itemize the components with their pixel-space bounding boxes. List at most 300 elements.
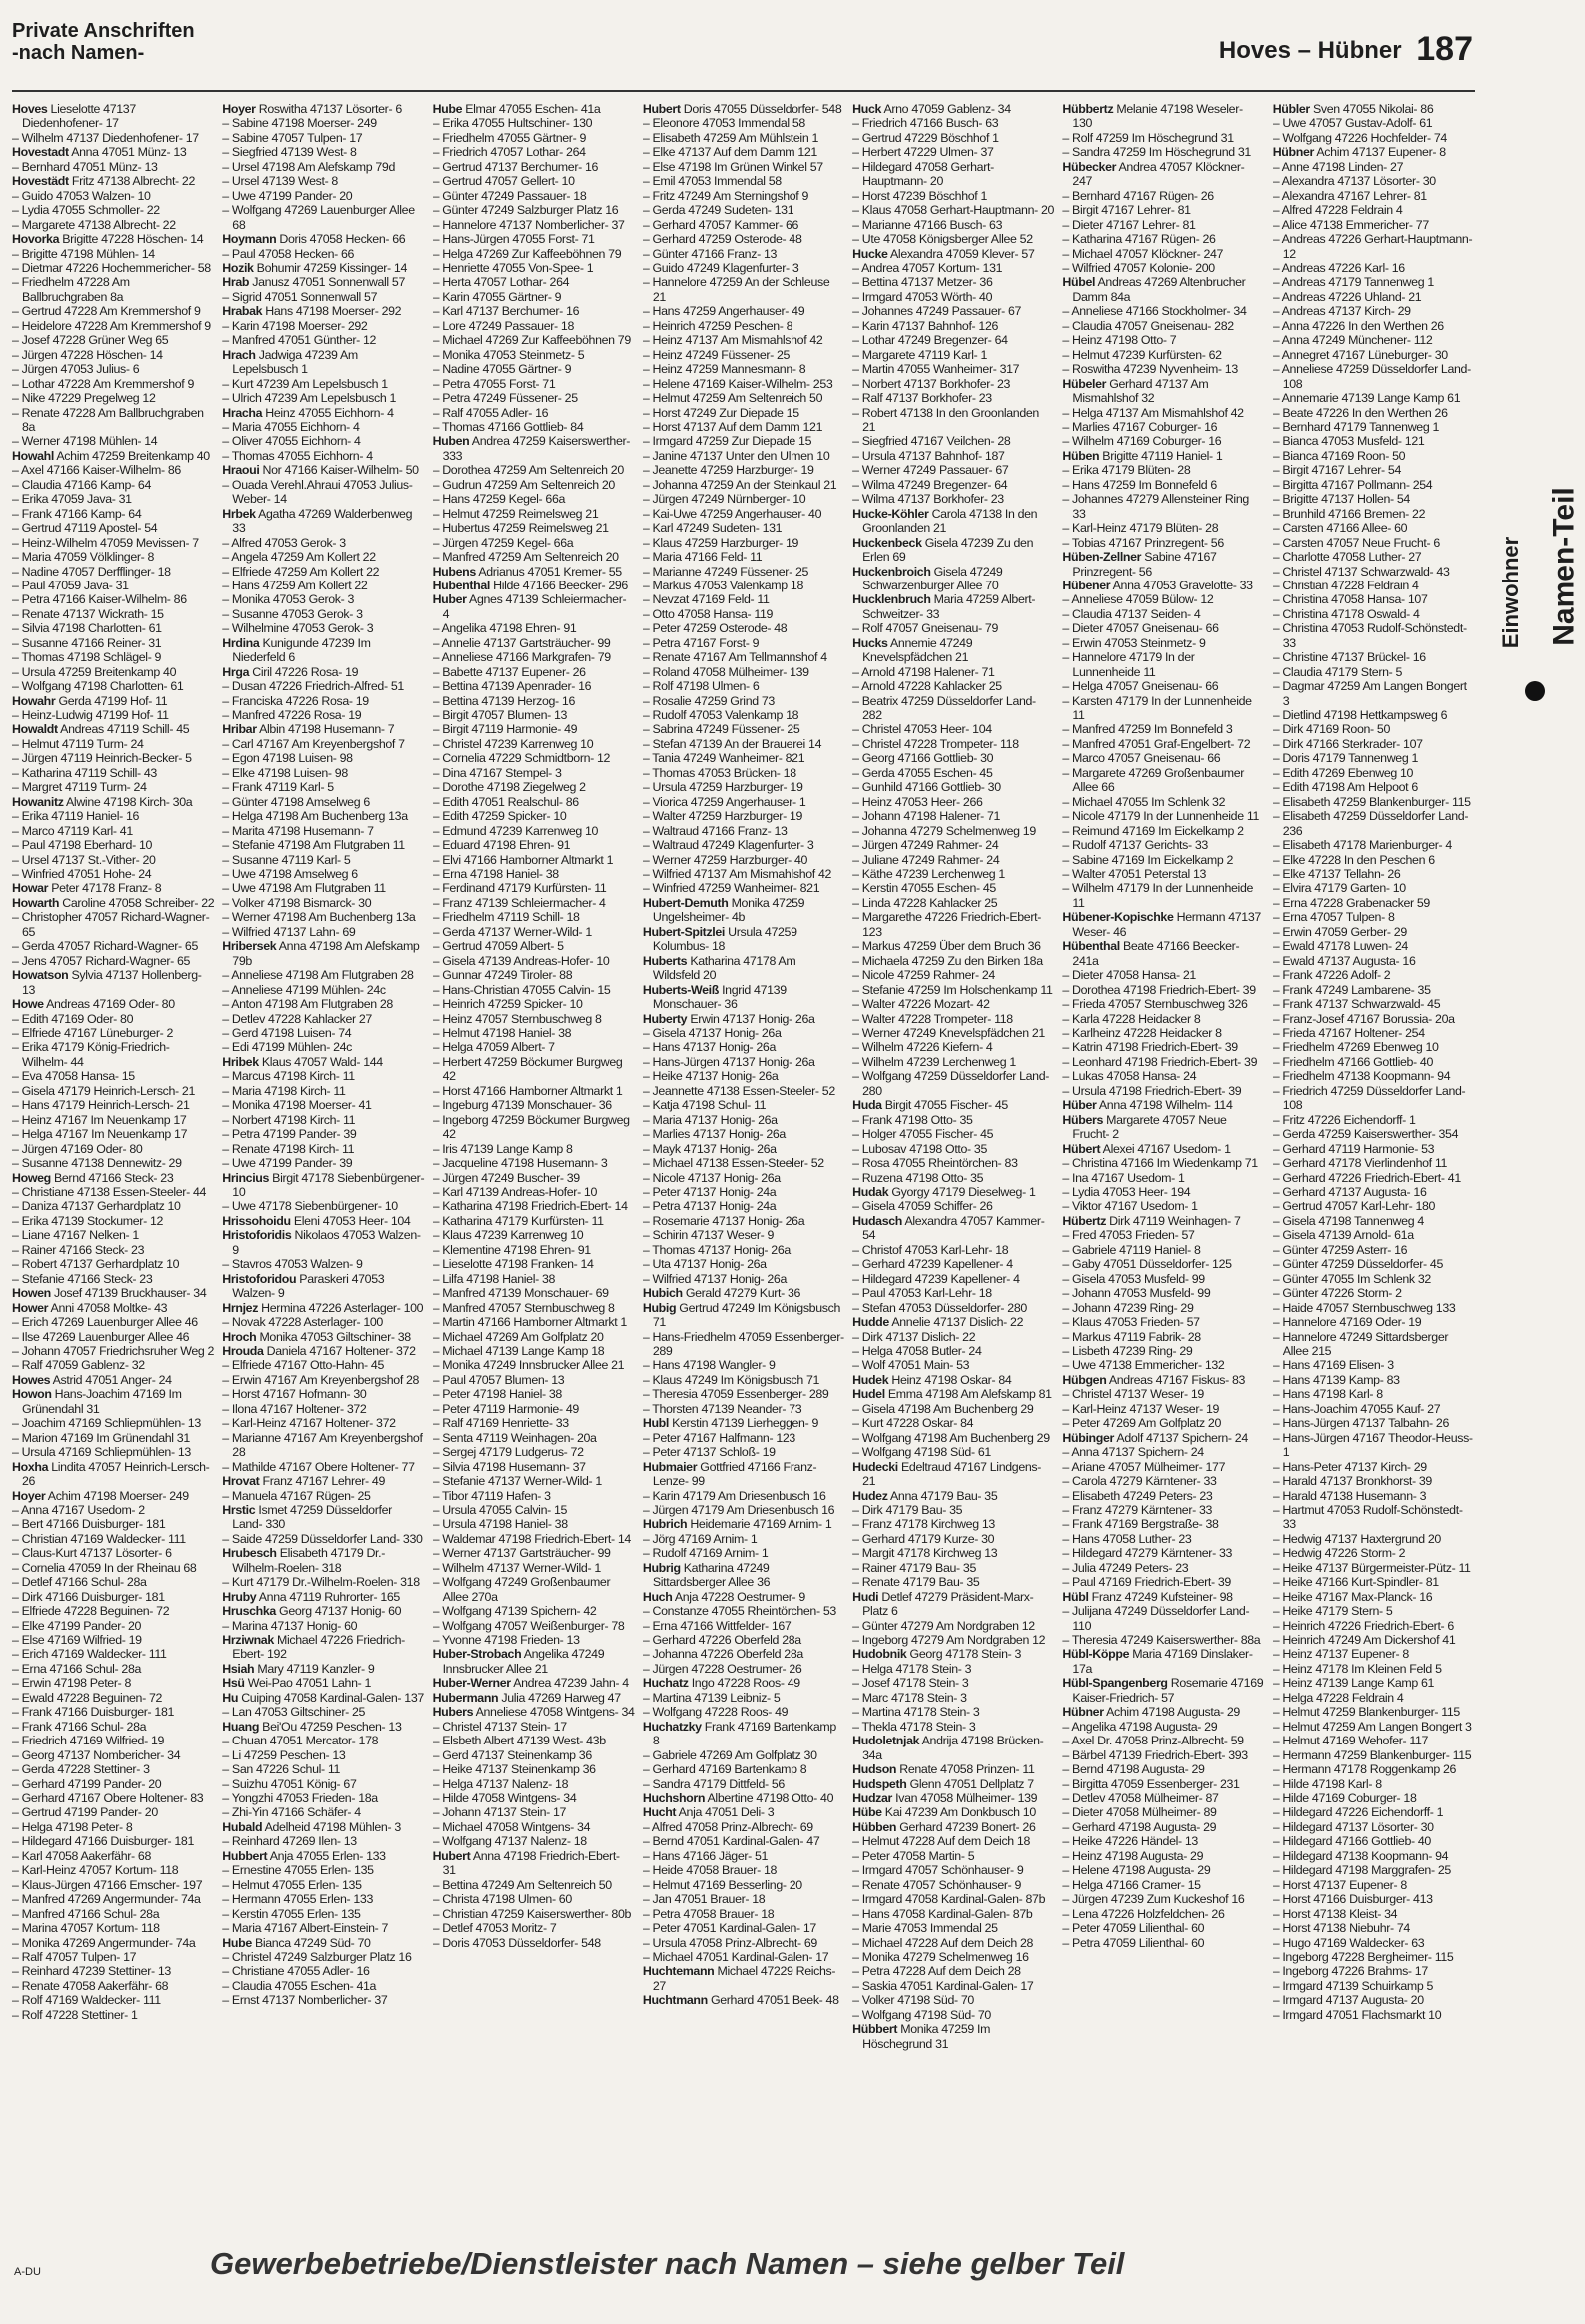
surname: Howe	[12, 997, 44, 1012]
surname: Hüben-Zellner	[1062, 550, 1142, 565]
surname: Hubenthal	[432, 578, 490, 592]
entry-details: – Marlies 47137 Honig- 26a	[642, 1127, 786, 1142]
entry-details: – Reinhard 47239 Stettiner- 13	[12, 1964, 171, 1979]
entry-details: – Günter 47198 Amselweg 6	[222, 794, 370, 809]
surname: Howaldt	[12, 722, 58, 737]
entry-details: – Susanne 47166 Reiner- 31	[12, 635, 162, 650]
entry-details: – Thekla 47178 Stein- 3	[852, 1719, 976, 1734]
directory-entry	[222, 1012, 424, 1026]
directory-entry	[1062, 1892, 1264, 1906]
directory-entry	[852, 896, 1054, 910]
entry-details: – Dirk 47137 Dislich- 22	[852, 1329, 976, 1344]
entry-details: – Friedhelm 47055 Gärtner- 9	[432, 130, 586, 145]
directory-entry	[1273, 304, 1475, 318]
directory-entry	[222, 1344, 424, 1358]
directory-entry	[433, 1633, 635, 1647]
directory-entry	[852, 1012, 1054, 1026]
directory-entry	[1062, 1257, 1264, 1271]
directory-entry	[12, 1243, 214, 1257]
entry-details: Andreas 47119 Schill- 45	[60, 722, 190, 737]
entry-details: – Maria 47137 Honig- 26a	[642, 1112, 778, 1127]
directory-entry	[222, 579, 424, 592]
entry-details: – Brigitte 47137 Hollen- 54	[1272, 492, 1410, 507]
directory-entry	[643, 174, 844, 188]
entry-details: – Dusan 47226 Friedrich-Alfred- 51	[222, 679, 404, 694]
entry-details: – Erika 47119 Haniel- 16	[12, 809, 140, 824]
directory-entry	[852, 434, 1054, 448]
directory-entry	[222, 1863, 424, 1877]
entry-details: – Gerda 47055 Eschen- 45	[852, 765, 993, 780]
entry-details: – Irmgard 47137 Augusta- 20	[1272, 1993, 1424, 2008]
directory-entry	[852, 2022, 1054, 2051]
directory-entry	[12, 1228, 214, 1242]
directory-entry	[852, 1055, 1054, 1069]
directory-entry	[643, 449, 844, 463]
directory-entry	[12, 1834, 214, 1848]
directory-entry	[1273, 1257, 1475, 1271]
directory-entry	[1273, 1791, 1475, 1805]
entry-details: – Hans-Friedhelm 47059 Essenberger- 289	[642, 1329, 844, 1358]
entry-details: – Stefan 47053 Düsseldorfer- 280	[852, 1300, 1027, 1315]
entry-details: – Volker 47198 Süd- 70	[852, 1993, 974, 2008]
directory-entry	[12, 1705, 214, 1719]
surname: Huang	[222, 1719, 260, 1734]
directory-entry	[643, 463, 844, 477]
entry-details: – Helga 47137 Nalenz- 18	[432, 1776, 569, 1791]
entry-details: – Hermann 47055 Erlen- 133	[222, 1892, 373, 1907]
directory-entry	[643, 983, 844, 1012]
entry-details: – Wilfried 47137 Honig- 26a	[642, 1271, 787, 1286]
entry-details: Adelheid 47198 Mühlen- 3	[264, 1819, 401, 1834]
entry-details: – Frank 47166 Schul- 28a	[12, 1719, 147, 1734]
entry-details: – Andreas 47226 Karl- 16	[1272, 260, 1405, 275]
entry-details: Michael 47229 Reichs- 27	[652, 1964, 836, 1993]
entry-details: – Klaus 47058 Gerhart-Hauptmann- 20	[852, 203, 1055, 218]
entry-details: Heidemarie 47169 Arnim- 1	[690, 1517, 832, 1532]
directory-entry	[852, 1590, 1054, 1619]
entry-details: – Annegret 47167 Lüneburger- 30	[1272, 347, 1448, 362]
directory-entry	[222, 1575, 424, 1589]
entry-details: Birgit 47055 Fischer- 45	[884, 1098, 1008, 1113]
surname: Hübener-Kopischke	[1062, 910, 1174, 925]
directory-entry	[1062, 766, 1264, 795]
surname: Hovorka	[12, 232, 60, 247]
surname: Hudzar	[852, 1791, 893, 1806]
entry-details: – Wolfgang 47198 Charlotten- 61	[12, 679, 184, 694]
directory-entry	[852, 1503, 1054, 1517]
directory-entry	[852, 536, 1054, 565]
entry-details: – Waldemar 47198 Friedrich-Ebert- 14	[432, 1531, 631, 1546]
entry-details: – Maria 47167 Albert-Einstein- 7	[222, 1921, 389, 1936]
entry-details: – Uta 47137 Honig- 26a	[642, 1257, 767, 1272]
directory-entry	[1062, 621, 1264, 635]
entry-details: Gisela 47239 Zu den Erlen 69	[862, 535, 1034, 565]
entry-details: – Günter 47279 Am Nordgraben 12	[852, 1618, 1035, 1633]
entry-details: – Helga 47228 Feldrain 4	[1272, 1690, 1404, 1705]
directory-entry	[1062, 722, 1264, 736]
entry-details: – Silvia 47198 Charlotten- 61	[12, 621, 162, 636]
directory-entry	[852, 997, 1054, 1011]
entry-details: – Peter 47058 Martin- 5	[852, 1848, 975, 1863]
entry-details: – Rosemarie 47137 Honig- 26a	[642, 1213, 805, 1228]
directory-entry	[1273, 174, 1475, 188]
directory-entry	[1062, 218, 1264, 232]
directory-entry	[643, 694, 844, 708]
entry-details: – Siegfried 47139 West- 8	[222, 145, 357, 160]
directory-entry	[12, 579, 214, 592]
entry-details: – Friedhelm 47138 Koopmann- 94	[1272, 1069, 1451, 1084]
entry-details: – Hans-Jürgen 47167 Theodor-Heuss- 1	[1272, 1430, 1473, 1460]
entry-details: – Wilhelm 47137 Diedenhofener- 17	[12, 130, 199, 145]
surname: Howanitz	[12, 794, 64, 809]
entry-details: – Dorothea 47259 Am Seltenreich 20	[432, 463, 624, 478]
directory-entry	[1062, 247, 1264, 261]
directory-entry	[433, 174, 635, 188]
directory-entry	[1273, 1993, 1475, 2007]
directory-entry	[1062, 1012, 1264, 1026]
entry-details: – Axel Dr. 47058 Prinz-Albrecht- 59	[1062, 1734, 1244, 1748]
directory-entry	[12, 348, 214, 362]
entry-details: – Gabriele 47269 Am Golfplatz 30	[642, 1747, 817, 1762]
entry-details: – Constanze 47055 Rheintörchen- 53	[642, 1604, 836, 1619]
entry-details: – Christel 47239 Karrenweg 10	[432, 736, 594, 751]
entry-details: – Jeanette 47259 Harzburger- 19	[642, 463, 814, 478]
entry-details: – Johann 47239 Ring- 29	[1062, 1300, 1194, 1315]
entry-details: – Arnold 47198 Halener- 71	[852, 664, 995, 679]
directory-entry	[643, 1705, 844, 1719]
surname: Howes	[12, 1372, 51, 1387]
entry-details: Gyorgy 47179 Dieselweg- 1	[891, 1184, 1036, 1199]
entry-details: Katharina 47249 Sittardsberger Allee 36	[652, 1560, 771, 1590]
directory-entry	[433, 1734, 635, 1747]
directory-entry	[1273, 348, 1475, 362]
entry-details: Lindita 47057 Heinrich-Lersch- 26	[22, 1459, 210, 1489]
directory-entry	[1273, 1834, 1475, 1848]
entry-details: – Erwin 47059 Gerber- 29	[1272, 924, 1407, 939]
directory-entry	[222, 1228, 424, 1257]
directory-entry	[852, 910, 1054, 939]
directory-entry	[643, 1777, 844, 1791]
directory-entry	[1062, 478, 1264, 492]
directory-entry	[1273, 1936, 1475, 1950]
directory-entry	[852, 1762, 1054, 1776]
side-tab-label-1: Einwohner	[1498, 536, 1524, 649]
directory-entry	[643, 1691, 844, 1705]
entry-details: – Tibor 47119 Hafen- 3	[432, 1488, 551, 1503]
directory-entry	[433, 1834, 635, 1848]
directory-entry	[852, 1156, 1054, 1170]
entry-details: – Ernst 47137 Nomberlicher- 37	[222, 1993, 388, 2008]
entry-details: – Schirin 47137 Weser- 9	[642, 1228, 775, 1243]
entry-details: – Anneliese 47166 Stockholmer- 34	[1062, 304, 1247, 319]
entry-details: – Babette 47137 Eupener- 26	[432, 664, 586, 679]
directory-entry	[433, 766, 635, 780]
directory-entry	[12, 910, 214, 939]
side-tab	[1495, 420, 1581, 759]
entry-details: – Petra 47059 Lilienthal- 60	[1062, 1935, 1205, 1950]
directory-entry	[643, 1546, 844, 1560]
entry-details: – Christa 47198 Ulmen- 60	[432, 1892, 572, 1907]
entry-details: – Petra 47058 Brauer- 18	[642, 1906, 775, 1921]
directory-entry	[222, 565, 424, 579]
entry-details: – Jürgen 47249 Rahmer- 24	[852, 838, 999, 853]
directory-entry	[12, 1171, 214, 1185]
directory-entry	[12, 1546, 214, 1560]
directory-entry	[1273, 131, 1475, 145]
entry-details: – Hannelore 47179 In der Lunnenheide 11	[1062, 650, 1195, 679]
entry-details: – Erwin 47167 Am Kreyenbergshof 28	[222, 1372, 420, 1387]
entry-details: Kai 47239 Am Donkbusch 10	[884, 1805, 1036, 1820]
directory-column	[643, 102, 844, 2190]
directory-entry	[222, 1489, 424, 1503]
name-range: Hoves – Hübner	[1218, 37, 1402, 64]
entry-details: – Gerhard 47178 Vierlindenhof 11	[1272, 1156, 1448, 1171]
surname: Hoyer	[12, 1488, 46, 1503]
entry-details: – Horst 47166 Duisburger- 413	[1272, 1892, 1433, 1907]
directory-entry	[1273, 203, 1475, 217]
directory-entry	[1062, 1228, 1264, 1242]
directory-entry	[852, 881, 1054, 895]
directory-entry	[1273, 1040, 1475, 1054]
entry-details: – Hans 47259 Am Kollert 22	[222, 578, 368, 592]
directory-entry	[1273, 621, 1475, 650]
directory-entry	[643, 1762, 844, 1776]
directory-entry	[12, 1098, 214, 1112]
directory-entry	[12, 145, 214, 159]
entry-details: – Wilhelm 47226 Kiefern- 4	[852, 1040, 993, 1055]
directory-entry	[643, 1662, 844, 1676]
entry-details: – Georg 47166 Gottlieb- 30	[852, 751, 994, 766]
entry-details: – Maria 47059 Völklinger- 8	[12, 550, 155, 565]
entry-details: – Johann 47057 Friedrichsruher Weg 2	[12, 1343, 215, 1358]
entry-details: – Heike 47166 Kurt-Spindler- 81	[1272, 1575, 1439, 1590]
entry-details: Franz 47249 Kufsteiner- 98	[1091, 1589, 1233, 1604]
directory-entry	[1062, 1358, 1264, 1372]
entry-details: – Gerhard 47198 Augusta- 29	[1062, 1819, 1217, 1834]
directory-entry	[222, 1619, 424, 1633]
directory-entry	[222, 1849, 424, 1863]
directory-entry	[433, 1257, 635, 1271]
directory-entry	[852, 1619, 1054, 1633]
entry-details: – Karl 47058 Aakerfähr- 68	[12, 1848, 151, 1863]
entry-details: Gerda 47199 Hof- 11	[58, 693, 168, 708]
directory-entry	[1062, 694, 1264, 723]
surname: Howen	[12, 1286, 51, 1301]
directory-entry	[222, 1532, 424, 1546]
entry-details: – Frank 47226 Adolf- 2	[1272, 968, 1391, 983]
entry-details: – Alfred 47228 Feldrain 4	[1272, 203, 1403, 218]
entry-details: – Heinrich 47249 Am Dickershof 41	[1272, 1633, 1456, 1648]
surname: Huchatz	[642, 1676, 689, 1691]
entry-details: – Uwe 47199 Pander- 39	[222, 1156, 353, 1171]
entry-details: – Renate 47228 Am Ballbruchgraben 8a	[12, 405, 204, 434]
entry-details: – Peter 47137 Honig- 24a	[642, 1184, 777, 1199]
directory-entry	[1062, 1243, 1264, 1257]
directory-entry	[1062, 983, 1264, 997]
directory-entry	[433, 1243, 635, 1257]
surname: Hovestadt	[12, 145, 69, 160]
entry-details: Gertrud 47249 Im Königsbusch 71	[652, 1300, 840, 1330]
entry-details: – Hannelore 47169 Oder- 19	[1272, 1315, 1422, 1330]
entry-details: – Ferdinand 47179 Kurfürsten- 11	[432, 881, 607, 896]
directory-entry	[643, 708, 844, 722]
directory-entry	[433, 1055, 635, 1084]
directory-entry	[222, 607, 424, 621]
directory-entry	[12, 1069, 214, 1083]
entry-details: – San 47226 Schul- 11	[222, 1762, 341, 1777]
directory-entry	[433, 665, 635, 679]
directory-entry	[1062, 1633, 1264, 1647]
directory-entry	[1062, 1055, 1264, 1069]
entry-details: – Wolfgang 47137 Nalenz- 18	[432, 1834, 587, 1849]
entry-details: Alexandra 47059 Klever- 57	[890, 246, 1035, 261]
directory-entry	[12, 131, 214, 145]
directory-entry	[222, 1979, 424, 1993]
entry-details: – Hans 47166 Jäger- 51	[642, 1848, 769, 1863]
entry-details: – Lan 47053 Giltschiner- 25	[222, 1705, 366, 1720]
entry-details: Bernd 47166 Steck- 23	[53, 1170, 174, 1185]
directory-entry	[433, 1691, 635, 1705]
directory-entry	[222, 1373, 424, 1387]
entry-details: – Paul 47058 Hecken- 66	[222, 246, 355, 261]
entry-details: – Elke 47137 Tellahn- 26	[1272, 867, 1401, 882]
entry-details: – Anton 47198 Am Flutgraben 28	[222, 997, 393, 1012]
directory-entry	[1062, 650, 1264, 679]
directory-entry	[852, 1546, 1054, 1560]
directory-entry	[222, 679, 424, 693]
directory-entry	[12, 463, 214, 477]
entry-details: – Marianne 47167 Am Kreyenbergshof 28	[222, 1430, 423, 1460]
entry-details: – Karin 47055 Gärtner- 9	[432, 289, 562, 304]
entry-details: – Renate 47137 Wickrath- 15	[12, 606, 164, 621]
directory-entry	[1273, 809, 1475, 838]
entry-details: – Elsbeth Albert 47139 West- 43b	[432, 1734, 606, 1748]
entry-details: – Markus 47119 Fabrik- 28	[1062, 1329, 1201, 1344]
entry-details: – Johanna 47259 An der Steinkaul 21	[642, 477, 837, 492]
directory-entry	[12, 1012, 214, 1026]
directory-entry	[643, 377, 844, 391]
entry-details: – Arnold 47228 Kahlacker 25	[852, 679, 1002, 694]
surname: Hübbertz	[1062, 102, 1114, 116]
directory-entry	[222, 1950, 424, 1964]
directory-entry	[852, 1720, 1054, 1734]
directory-entry	[12, 1993, 214, 2007]
entry-details: – Wilhelm 47137 Werner-Wild- 1	[432, 1560, 601, 1575]
entry-details: – Karl-Heinz 47057 Kortum- 118	[12, 1863, 179, 1878]
directory-entry	[852, 824, 1054, 838]
directory-entry	[852, 1834, 1054, 1848]
directory-entry	[12, 1214, 214, 1228]
directory-entry	[1062, 492, 1264, 521]
entry-details: – Elisabeth 47178 Marienburger- 4	[1272, 838, 1452, 853]
surname: Hrouda	[222, 1343, 264, 1358]
directory-entry	[1273, 1228, 1475, 1242]
entry-details: Anja 47228 Oestrumer- 9	[674, 1589, 805, 1604]
directory-entry	[222, 1431, 424, 1460]
entry-details: – Heinrich 47259 Spicker- 10	[432, 997, 583, 1012]
directory-entry	[433, 621, 635, 635]
surname: Huckenbeck	[852, 535, 922, 550]
surname: Hudasch	[852, 1213, 903, 1228]
directory-entry	[433, 1489, 635, 1503]
entry-details: – Detlev 47058 Mülheimer- 87	[1062, 1791, 1219, 1806]
directory-entry	[643, 592, 844, 606]
entry-details: Bei'Ou 47259 Peschen- 13	[262, 1719, 402, 1734]
entry-details: Angelika 47249 Innsbrucker Allee 21	[442, 1647, 605, 1676]
entry-details: – Günter 47259 Düsseldorfer- 45	[1272, 1257, 1443, 1272]
entry-details: – Detlef 47053 Moritz- 7	[432, 1921, 557, 1936]
entry-details: – Manfred 47057 Sternbuschweg 8	[432, 1300, 615, 1315]
directory-entry	[12, 1272, 214, 1286]
directory-entry	[1273, 1460, 1475, 1474]
directory-entry	[643, 116, 844, 130]
directory-entry	[643, 1619, 844, 1633]
entry-details: – Norbert 47198 Kirch- 11	[222, 1112, 356, 1127]
directory-entry	[222, 766, 424, 780]
entry-details: – Oliver 47055 Eichhorn- 4	[222, 434, 361, 449]
directory-entry	[1062, 304, 1264, 318]
directory-entry	[222, 1705, 424, 1719]
entry-details: – Daniza 47137 Gerhardplatz 10	[12, 1199, 181, 1214]
directory-entry	[852, 1489, 1054, 1503]
entry-details: – Erna 47198 Haniel- 38	[432, 867, 559, 882]
entry-details: – Ewald 47137 Augusta- 16	[1272, 953, 1416, 968]
entry-details: – Helga 47198 Peter- 8	[12, 1819, 133, 1834]
entry-details: – Hannelore 47137 Nomberlicher- 37	[432, 217, 625, 232]
directory-entry	[852, 1993, 1054, 2007]
directory-entry	[643, 434, 844, 448]
entry-details: – Wolfgang 47198 Am Buchenberg 29	[852, 1430, 1050, 1445]
entry-details: Emma 47198 Am Alefskamp 81	[887, 1387, 1052, 1402]
directory-entry	[643, 1517, 844, 1531]
directory-entry	[433, 1156, 635, 1170]
entry-details: Rosemarie 47169 Kaiser-Friedrich- 57	[1072, 1676, 1264, 1705]
directory-entry	[1273, 795, 1475, 809]
directory-entry	[852, 218, 1054, 232]
directory-entry	[852, 478, 1054, 492]
directory-entry	[643, 1907, 844, 1921]
directory-entry	[1273, 1748, 1475, 1762]
directory-entry	[222, 1156, 424, 1170]
entry-details: – Ursula 47198 Friedrich-Ebert- 39	[1062, 1083, 1242, 1098]
directory-entry	[12, 1791, 214, 1805]
entry-details: – Dirk 47179 Bau- 35	[852, 1502, 963, 1517]
directory-entry	[1062, 679, 1264, 693]
entry-details: – Martin 47166 Hamborner Altmarkt 1	[432, 1315, 627, 1330]
directory-entry	[643, 896, 844, 925]
entry-details: – Hans-Jürgen 47137 Talbahn- 26	[1272, 1416, 1449, 1431]
directory-entry	[433, 1358, 635, 1372]
directory-entry	[852, 203, 1054, 217]
entry-details: Monika 47259 Ungelsheimer- 4b	[652, 895, 805, 925]
directory-entry	[852, 1315, 1054, 1329]
entry-details: – Helga 47059 Albert- 7	[432, 1040, 555, 1055]
directory-entry	[643, 102, 844, 116]
entry-details: – Elfriede 47259 Am Kollert 22	[222, 564, 380, 579]
surname: Hroch	[222, 1329, 257, 1344]
surname: Huchtemann	[642, 1964, 715, 1979]
entry-details: – Michael 47138 Essen-Steeler- 52	[642, 1156, 824, 1171]
entry-details: – Ingeborg 47226 Brahms- 17	[1272, 1964, 1428, 1979]
entry-details: – Heike 47137 Steinenkamp 36	[432, 1762, 596, 1777]
entry-details: – Wilfried 47137 Lahn- 69	[222, 924, 356, 939]
directory-entry	[1062, 1849, 1264, 1863]
directory-entry	[852, 391, 1054, 405]
entry-details: – Frank 47119 Karl- 5	[222, 780, 334, 795]
entry-details: – Margarete 47138 Albrecht- 22	[12, 217, 176, 232]
section-title: Private Anschriften	[12, 20, 195, 42]
entry-details: – Viktor 47167 Usedom- 1	[1062, 1199, 1198, 1214]
